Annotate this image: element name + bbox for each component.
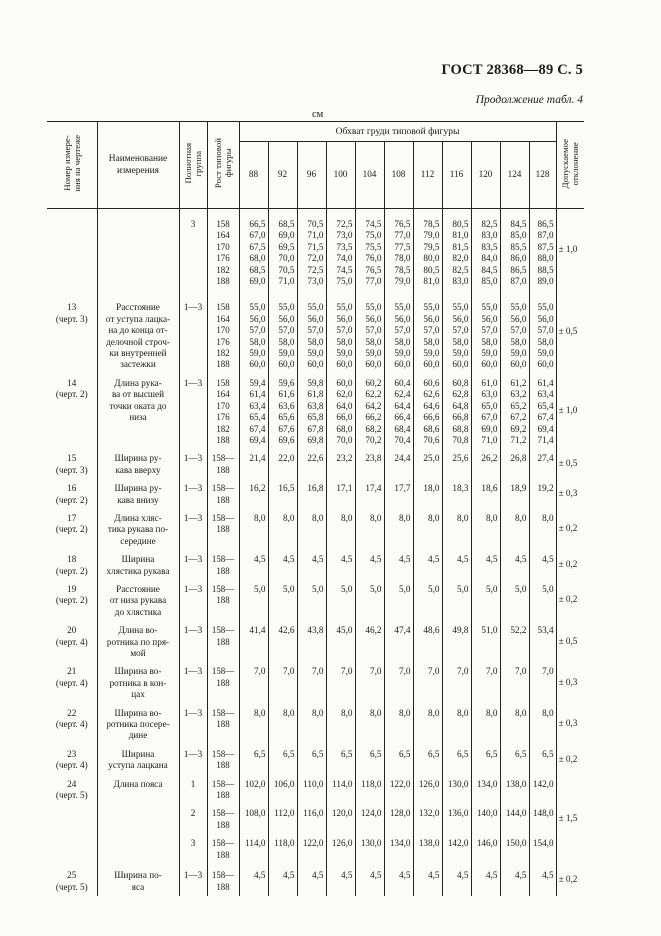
value-cell: 47,4 [384, 621, 413, 662]
value-cell: 16,5 [268, 479, 297, 509]
value-cell: 5,0 [268, 580, 297, 621]
measurement-number: 23 (черт. 4) [55, 748, 88, 771]
value-cell: 106,0 [268, 775, 297, 805]
value-cell: 82,5 83,0 83,5 84,0 84,5 85,0 [471, 209, 500, 291]
height-cell: 158— 188 [207, 704, 239, 745]
value-cell: 8,0 [500, 509, 529, 550]
measurement-name: Длина во- ротника по пря- мой [97, 621, 179, 662]
value-cell: 22,6 [297, 449, 326, 479]
measurement-name: Ширина во- ротника в кон- цах [97, 662, 179, 703]
tolerance-cell: ± 0,5 [556, 621, 584, 662]
value-cell: 8,0 [442, 704, 471, 745]
value-cell: 55,0 56,0 57,0 58,0 59,0 60,0 [239, 290, 268, 373]
col-header-height: Рост типовой фигуры [207, 122, 239, 209]
group-cell: 1—3 [179, 509, 207, 550]
value-cell: 4,5 [500, 864, 529, 896]
value-cell: 7,0 [297, 662, 326, 703]
value-cell: 52,2 [500, 621, 529, 662]
value-cell: 124,0 [355, 804, 384, 834]
tolerance-cell: ± 0,3 [556, 704, 584, 745]
value-cell: 8,0 [297, 704, 326, 745]
value-cell: 76,5 77,0 77,5 78,0 78,5 79,0 [384, 209, 413, 291]
value-cell: 66,5 67,0 67,5 68,0 68,5 69,0 [239, 209, 268, 291]
value-cell: 8,0 [268, 704, 297, 745]
measurement-name: Ширина ру- кава внизу [97, 479, 179, 509]
group-cell: 1—3 [179, 704, 207, 745]
measurement-number [47, 209, 97, 291]
measurements-table [47, 121, 584, 896]
col-header-name: Наименование измерения [97, 122, 179, 209]
value-cell: 5,0 [442, 580, 471, 621]
value-cell: 7,0 [442, 662, 471, 703]
table-row [47, 290, 584, 373]
value-cell: 48,6 [413, 621, 442, 662]
value-cell: 4,5 [326, 550, 355, 580]
value-cell: 4,5 [384, 550, 413, 580]
tolerance-cell: ± 0,3 [556, 479, 584, 509]
value-cell: 114,0 [326, 775, 355, 805]
value-cell: 26,8 [500, 449, 529, 479]
value-cell: 5,0 [297, 580, 326, 621]
table-row [47, 580, 584, 621]
value-cell: 60,4 62,4 64,4 66,4 68,4 70,4 [384, 374, 413, 449]
value-cell: 86,5 87,0 87,5 88,0 88,5 89,0 [529, 209, 556, 291]
value-cell: 6,5 [268, 745, 297, 775]
value-cell: 6,5 [413, 745, 442, 775]
value-cell: 8,0 [471, 509, 500, 550]
value-cell: 4,5 [413, 550, 442, 580]
girth-header: 116 [442, 142, 471, 209]
measurement-number: 19 (черт. 2) [55, 583, 88, 606]
group-cell: 1—3 [179, 550, 207, 580]
value-cell: 154,0 [529, 834, 556, 864]
group-cell: 3 [179, 209, 207, 291]
value-cell: 126,0 [326, 834, 355, 864]
value-cell: 60,2 62,2 64,2 66,2 68,2 70,2 [355, 374, 384, 449]
value-cell: 4,5 [239, 864, 268, 896]
value-cell: 55,0 56,0 57,0 58,0 59,0 60,0 [297, 290, 326, 373]
value-cell: 142,0 [442, 834, 471, 864]
value-cell: 80,5 81,0 81,5 82,0 82,5 83,0 [442, 209, 471, 291]
value-cell: 5,0 [471, 580, 500, 621]
measurement-name [97, 804, 179, 834]
continuation-label: Продолжение табл. 4 [475, 94, 583, 106]
value-cell: 7,0 [326, 662, 355, 703]
value-cell: 8,0 [529, 704, 556, 745]
value-cell: 6,5 [529, 745, 556, 775]
height-cell: 158 164 170 176 182 188 [207, 209, 239, 291]
value-cell: 130,0 [442, 775, 471, 805]
value-cell: 25,6 [442, 449, 471, 479]
group-cell: 1—3 [179, 449, 207, 479]
table-row [47, 621, 584, 662]
value-cell: 16,2 [239, 479, 268, 509]
group-cell: 1—3 [179, 864, 207, 896]
value-cell: 7,0 [384, 662, 413, 703]
value-cell: 60,0 62,0 64,0 66,0 68,0 70,0 [326, 374, 355, 449]
group-cell: 3 [179, 834, 207, 864]
value-cell: 7,0 [529, 662, 556, 703]
value-cell: 8,0 [442, 509, 471, 550]
value-cell: 8,0 [384, 704, 413, 745]
value-cell: 4,5 [268, 550, 297, 580]
value-cell: 4,5 [355, 864, 384, 896]
value-cell: 102,0 [239, 775, 268, 805]
measurement-number: 14 (черт. 2) [55, 377, 88, 400]
height-cell: 158— 188 [207, 621, 239, 662]
value-cell: 8,0 [384, 509, 413, 550]
value-cell: 16,8 [297, 479, 326, 509]
value-cell: 126,0 [413, 775, 442, 805]
measurement-number: 20 (черт. 4) [55, 625, 88, 647]
tolerance-cell [556, 775, 584, 805]
value-cell: 6,5 [297, 745, 326, 775]
value-cell: 7,0 [355, 662, 384, 703]
value-cell: 68,5 69,0 69,5 70,0 70,5 71,0 [268, 209, 297, 291]
value-cell: 7,0 [239, 662, 268, 703]
measurement-name [97, 209, 179, 291]
table-row [47, 550, 584, 580]
measurement-number: 18 (черт. 2) [55, 554, 88, 576]
girth-header: 120 [471, 142, 500, 209]
tolerance-cell: ± 1,0 [556, 209, 584, 291]
height-cell: 158— 188 [207, 550, 239, 580]
value-cell: 41,4 [239, 621, 268, 662]
table-row [47, 704, 584, 745]
unit-label: см [312, 109, 324, 120]
value-cell: 140,0 [471, 804, 500, 834]
value-cell: 5,0 [413, 580, 442, 621]
measurement-name: Ширина хлястика рукава [97, 550, 179, 580]
value-cell: 134,0 [471, 775, 500, 805]
value-cell: 7,0 [413, 662, 442, 703]
value-cell: 130,0 [355, 834, 384, 864]
col-header-number: Номер измере- ния на чертеже [47, 122, 97, 209]
value-cell: 142,0 [529, 775, 556, 805]
value-cell: 136,0 [442, 804, 471, 834]
value-cell: 17,4 [355, 479, 384, 509]
group-cell: 2 [179, 804, 207, 834]
value-cell: 59,4 61,4 63,4 65,4 67,4 69,4 [239, 374, 268, 449]
value-cell: 146,0 [471, 834, 500, 864]
value-cell: 22,0 [268, 449, 297, 479]
value-cell: 42,6 [268, 621, 297, 662]
girth-header: 104 [355, 142, 384, 209]
value-cell: 4,5 [384, 864, 413, 896]
value-cell: 4,5 [500, 550, 529, 580]
value-cell: 138,0 [413, 834, 442, 864]
value-cell: 8,0 [297, 509, 326, 550]
col-header-group: Полнотная группа [179, 122, 207, 209]
value-cell: 5,0 [239, 580, 268, 621]
value-cell: 4,5 [471, 550, 500, 580]
measurement-number: 24 (черт. 5) [55, 778, 88, 801]
measurement-number: 22 (черт. 4) [55, 707, 88, 730]
value-cell: 4,5 [239, 550, 268, 580]
value-cell: 8,0 [471, 704, 500, 745]
value-cell: 7,0 [500, 662, 529, 703]
value-cell: 55,0 56,0 57,0 58,0 59,0 60,0 [471, 290, 500, 373]
table-row [47, 775, 584, 805]
value-cell: 118,0 [268, 834, 297, 864]
group-cell: 1—3 [179, 662, 207, 703]
value-cell: 8,0 [268, 509, 297, 550]
tolerance-cell: ± 0,2 [556, 864, 584, 896]
group-cell: 1—3 [179, 290, 207, 373]
measurement-name: Ширина во- ротника посере- дине [97, 704, 179, 745]
measurement-number: 16 (черт. 2) [55, 483, 88, 505]
value-cell: 5,0 [326, 580, 355, 621]
height-cell: 158— 188 [207, 745, 239, 775]
value-cell: 6,5 [500, 745, 529, 775]
value-cell: 120,0 [326, 804, 355, 834]
value-cell: 6,5 [239, 745, 268, 775]
value-cell: 25,0 [413, 449, 442, 479]
value-cell: 4,5 [529, 864, 556, 896]
girth-header: 112 [413, 142, 442, 209]
tolerance-cell: ± 0,2 [556, 509, 584, 550]
value-cell: 74,5 75,0 75,5 76,0 76,5 77,0 [355, 209, 384, 291]
group-cell: 1—3 [179, 580, 207, 621]
value-cell: 138,0 [500, 775, 529, 805]
value-cell: 8,0 [500, 704, 529, 745]
value-cell: 8,0 [239, 509, 268, 550]
measurement-name: Расстояние от уступа лацка- на до конца от- делочной строч- ки внутренней застежки [97, 290, 179, 373]
value-cell: 4,5 [355, 550, 384, 580]
col-header-tolerance: Допускаемое отклонение [556, 122, 584, 209]
tolerance-cell: ± 1,5 [556, 804, 584, 834]
value-cell: 46,2 [355, 621, 384, 662]
table-row [47, 745, 584, 775]
tolerance-cell: ± 0,5 [556, 449, 584, 479]
value-cell: 6,5 [471, 745, 500, 775]
value-cell: 148,0 [529, 804, 556, 834]
group-cell: 1 [179, 775, 207, 805]
value-cell: 6,5 [326, 745, 355, 775]
value-cell: 4,5 [529, 550, 556, 580]
table-row [47, 209, 584, 291]
table-row [47, 864, 584, 896]
table-row [47, 662, 584, 703]
value-cell: 4,5 [297, 550, 326, 580]
girth-header: 92 [268, 142, 297, 209]
value-cell: 144,0 [500, 804, 529, 834]
value-cell: 45,0 [326, 621, 355, 662]
value-cell: 5,0 [500, 580, 529, 621]
measurement-number: 21 (черт. 4) [55, 666, 88, 688]
group-cell: 1—3 [179, 479, 207, 509]
measurement-name: Ширина уступа лацкана [97, 745, 179, 775]
measurement-number: 15 (черт. 3) [55, 453, 88, 475]
value-cell: 18,0 [413, 479, 442, 509]
value-cell: 59,6 61,6 63,6 65,6 67,6 69,6 [268, 374, 297, 449]
measurement-name: Длина пояса [97, 775, 179, 805]
group-cell: 1—3 [179, 374, 207, 449]
height-cell: 158— 188 [207, 834, 239, 864]
value-cell: 8,0 [326, 704, 355, 745]
tolerance-cell: ± 0,3 [556, 662, 584, 703]
value-cell: 5,0 [355, 580, 384, 621]
height-cell: 158 164 170 176 182 188 [207, 374, 239, 449]
measurement-name [97, 834, 179, 864]
value-cell: 5,0 [529, 580, 556, 621]
value-cell: 4,5 [442, 864, 471, 896]
value-cell: 4,5 [442, 550, 471, 580]
tolerance-cell: ± 0,2 [556, 550, 584, 580]
value-cell: 55,0 56,0 57,0 58,0 59,0 60,0 [413, 290, 442, 373]
value-cell: 61,4 63,4 65,4 67,4 69,4 71,4 [529, 374, 556, 449]
value-cell: 17,1 [326, 479, 355, 509]
value-cell: 108,0 [239, 804, 268, 834]
girth-header: 108 [384, 142, 413, 209]
value-cell: 84,5 85,0 85,5 86,0 86,5 87,0 [500, 209, 529, 291]
value-cell: 7,0 [268, 662, 297, 703]
measurement-number: 17 (черт. 2) [55, 512, 88, 535]
value-cell: 4,5 [297, 864, 326, 896]
value-cell: 6,5 [384, 745, 413, 775]
value-cell: 4,5 [413, 864, 442, 896]
height-cell: 158— 188 [207, 580, 239, 621]
value-cell: 59,8 61,8 63,8 65,8 67,8 69,8 [297, 374, 326, 449]
value-cell: 61,0 63,0 65,0 67,0 69,0 71,0 [471, 374, 500, 449]
girth-header: 100 [326, 142, 355, 209]
girth-header: 96 [297, 142, 326, 209]
value-cell: 8,0 [326, 509, 355, 550]
value-cell: 7,0 [471, 662, 500, 703]
value-cell: 4,5 [326, 864, 355, 896]
girth-header: 124 [500, 142, 529, 209]
value-cell: 78,5 79,0 79,5 80,0 80,5 81,0 [413, 209, 442, 291]
tolerance-cell: ± 0,5 [556, 290, 584, 373]
tolerance-cell [556, 834, 584, 864]
tolerance-cell: ± 0,2 [556, 580, 584, 621]
value-cell: 116,0 [297, 804, 326, 834]
value-cell: 134,0 [384, 834, 413, 864]
value-cell: 27,4 [529, 449, 556, 479]
measurement-number [47, 804, 97, 834]
value-cell: 53,4 [529, 621, 556, 662]
measurement-name: Длина рука- ва от высшей точки оката до низа [97, 374, 179, 449]
value-cell: 8,0 [529, 509, 556, 550]
value-cell: 8,0 [355, 704, 384, 745]
measurement-number: 13 (черт. 3) [55, 302, 88, 324]
value-cell: 18,6 [471, 479, 500, 509]
value-cell: 122,0 [297, 834, 326, 864]
value-cell: 43,8 [297, 621, 326, 662]
value-cell: 18,9 [500, 479, 529, 509]
value-cell: 118,0 [355, 775, 384, 805]
height-cell: 158— 188 [207, 479, 239, 509]
value-cell: 8,0 [239, 704, 268, 745]
group-cell: 1—3 [179, 745, 207, 775]
value-cell: 23,2 [326, 449, 355, 479]
height-cell: 158— 188 [207, 449, 239, 479]
value-cell: 55,0 56,0 57,0 58,0 59,0 60,0 [326, 290, 355, 373]
value-cell: 122,0 [384, 775, 413, 805]
height-cell: 158— 188 [207, 775, 239, 805]
col-header-girth: Обхват груди типовой фигуры [239, 122, 556, 142]
value-cell: 4,5 [471, 864, 500, 896]
tolerance-cell: ± 0,2 [556, 745, 584, 775]
value-cell: 8,0 [413, 509, 442, 550]
height-cell: 158— 188 [207, 864, 239, 896]
value-cell: 55,0 56,0 57,0 58,0 59,0 60,0 [268, 290, 297, 373]
measurement-number [47, 834, 97, 864]
measurement-name: Ширина ру- кава вверху [97, 449, 179, 479]
measurement-name: Ширина по- яса [97, 864, 179, 896]
value-cell: 61,2 63,2 65,2 67,2 69,2 71,2 [500, 374, 529, 449]
value-cell: 8,0 [413, 704, 442, 745]
value-cell: 6,5 [355, 745, 384, 775]
height-cell: 158— 188 [207, 662, 239, 703]
value-cell: 150,0 [500, 834, 529, 864]
value-cell: 4,5 [268, 864, 297, 896]
measurement-name: Расстояние от низа рукава до хлястика [97, 580, 179, 621]
value-cell: 55,0 56,0 57,0 58,0 59,0 60,0 [384, 290, 413, 373]
value-cell: 60,8 62,8 64,8 66,8 68,8 70,8 [442, 374, 471, 449]
measurement-name: Длина хляс- тика рукава по- середине [97, 509, 179, 550]
value-cell: 110,0 [297, 775, 326, 805]
value-cell: 114,0 [239, 834, 268, 864]
value-cell: 112,0 [268, 804, 297, 834]
measurement-number: 25 (черт. 5) [55, 870, 88, 892]
value-cell: 24,4 [384, 449, 413, 479]
value-cell: 6,5 [442, 745, 471, 775]
table-row [47, 374, 584, 449]
group-cell: 1—3 [179, 621, 207, 662]
value-cell: 23,8 [355, 449, 384, 479]
table-row [47, 479, 584, 509]
value-cell: 51,0 [471, 621, 500, 662]
value-cell: 55,0 56,0 57,0 58,0 59,0 60,0 [529, 290, 556, 373]
value-cell: 132,0 [413, 804, 442, 834]
girth-header: 88 [239, 142, 268, 209]
table-row [47, 804, 584, 834]
value-cell: 55,0 56,0 57,0 58,0 59,0 60,0 [442, 290, 471, 373]
value-cell: 5,0 [384, 580, 413, 621]
value-cell: 26,2 [471, 449, 500, 479]
height-cell: 158 164 170 176 182 188 [207, 290, 239, 373]
value-cell: 49,8 [442, 621, 471, 662]
value-cell: 19,2 [529, 479, 556, 509]
value-cell: 55,0 56,0 57,0 58,0 59,0 60,0 [355, 290, 384, 373]
value-cell: 17,7 [384, 479, 413, 509]
table-row [47, 834, 584, 864]
value-cell: 21,4 [239, 449, 268, 479]
page-title: ГОСТ 28368—89 С. 5 [441, 62, 583, 78]
value-cell: 60,6 62,6 64,6 66,6 68,6 70,6 [413, 374, 442, 449]
girth-header: 128 [529, 142, 556, 209]
height-cell: 158— 188 [207, 804, 239, 834]
value-cell: 18,3 [442, 479, 471, 509]
tolerance-cell: ± 1,0 [556, 374, 584, 449]
value-cell: 70,5 71,0 71,5 72,0 72,5 73,0 [297, 209, 326, 291]
table-row [47, 509, 584, 550]
value-cell: 8,0 [355, 509, 384, 550]
height-cell: 158— 188 [207, 509, 239, 550]
value-cell: 72,5 73,0 73,5 74,0 74,5 75,0 [326, 209, 355, 291]
table-row [47, 449, 584, 479]
value-cell: 55,0 56,0 57,0 58,0 59,0 60,0 [500, 290, 529, 373]
value-cell: 128,0 [384, 804, 413, 834]
